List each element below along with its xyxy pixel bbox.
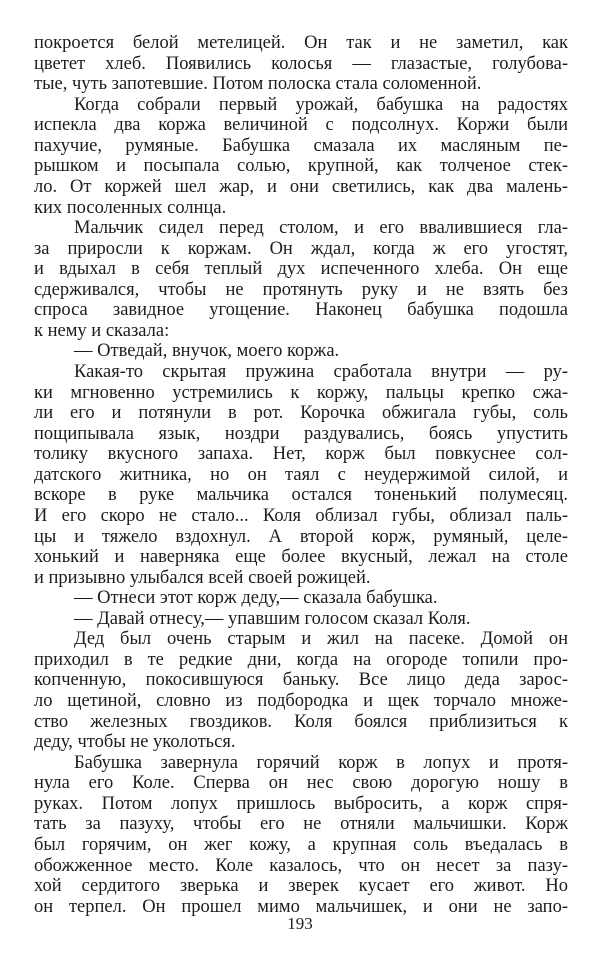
text-line: и вдыхал в себя теплый дух испеченного хлеба. Он еще [34,259,568,280]
text-line: рышком и посыпала солью, крупной, как толченое стек- [34,156,568,177]
text-line: тать за пазуху, чтобы его не отняли мальчишки. Корж [34,814,568,835]
text-line: ли его и потянули в рот. Корочка обжигала губы, соль [34,403,568,424]
text-line: вскоре в руке мальчика остался тоненький полумесяц. [34,485,568,506]
text-line: И его скоро не стало... Коля облизал губы, облизал паль- [34,505,568,526]
text-line: нула его Коле. Сперва он нес свою дорогую ношу в [34,773,568,794]
page-number: 193 [287,914,313,933]
text-line: Когда собрали первый урожай, бабушка на радостях [74,94,568,115]
text-line: ство железных гвоздиков. Коля боялся приблизиться к [34,711,568,732]
text-line: Мальчик сидел перед столом, и его ввалившиеся гла- [74,218,568,239]
text-line: хонький и наверняка еще более вкусный, лежал на столе [34,547,568,568]
text-line: спроса завидное угощение. Наконец бабушка подошла [34,300,568,321]
text-line: — Отведай, внучок, моего коржа. [74,341,340,362]
text-line: руках. Потом лопух пришлось выбросить, а корж спря- [34,793,568,814]
text-line: цы и тяжело вздохнул. А второй корж, румяный, целе- [34,526,568,547]
text-line: — Отнеси этот корж деду,— сказала бабушка. [74,588,438,609]
text-line: Дед был очень старым и жил на пасеке. Домой он [74,629,568,650]
text-line: цветет хлеб. Появились колосья — глазастые, голубова- [34,53,568,74]
text-line: толику вкусного запаха. Нет, корж был повкуснее сол- [34,444,568,465]
text-line: обожженное место. Коле казалось, что он несет за пазу- [34,855,568,876]
text-line: к нему и сказала: [34,320,170,341]
text-line: пощипывала язык, ноздри раздувались, боясь упустить [34,423,568,444]
text-line: и призывно улыбался всей своей рожицей. [34,567,371,588]
text-line: ло. От коржей шел жар, и они светились, как два малень- [34,176,568,197]
text-line: ки мгновенно устремились к коржу, пальцы крепко сжа- [34,382,568,403]
text-line: сдерживался, чтобы не протянуть руку и не взять без [34,279,568,300]
text-line: — Давай отнесу,— упавшим голосом сказал Коля. [74,608,471,629]
text-line: испекла два коржа величиной с подсолнух. Коржи были [34,115,568,136]
text-line: ло щетиной, словно из подбородка и щек торчало множе- [34,691,568,711]
text-line: за приросли к коржам. Он ждал, когда ж его угостят, [34,238,568,259]
text-line: был горячим, он жег кожу, а крупная соль въедалась в [34,834,568,855]
text-line: покроется белой метелицей. Он так и не заметил, как [34,33,568,53]
text-line: приходил в те редкие дни, когда на огороде топили про- [34,649,568,670]
body-text [34,33,568,917]
text-line: он терпел. Он прошел мимо мальчишек, и они не запо- [34,896,568,917]
text-line: Какая-то скрытая пружина сработала внутри — ру- [74,362,568,382]
text-line: хой сердитого зверька и зверек кусает его живот. Но [34,876,568,897]
text-line: деду, чтобы не уколоться. [34,732,236,753]
text-line: датского житника, но он таял с неудержимой силой, и [34,464,568,485]
text-line: пахучие, румяные. Бабушка смазала их масляным пе- [34,135,568,156]
text-line: ких посоленных солнца. [34,197,227,218]
text-line: копченную, покосившуюся баньку. Все лицо деда зарос- [34,670,568,691]
text-line: Бабушка завернула горячий корж в лопух и протя- [74,752,568,773]
text-line: тые, чуть запотевшие. Потом полоска стала соломенной. [34,74,482,95]
